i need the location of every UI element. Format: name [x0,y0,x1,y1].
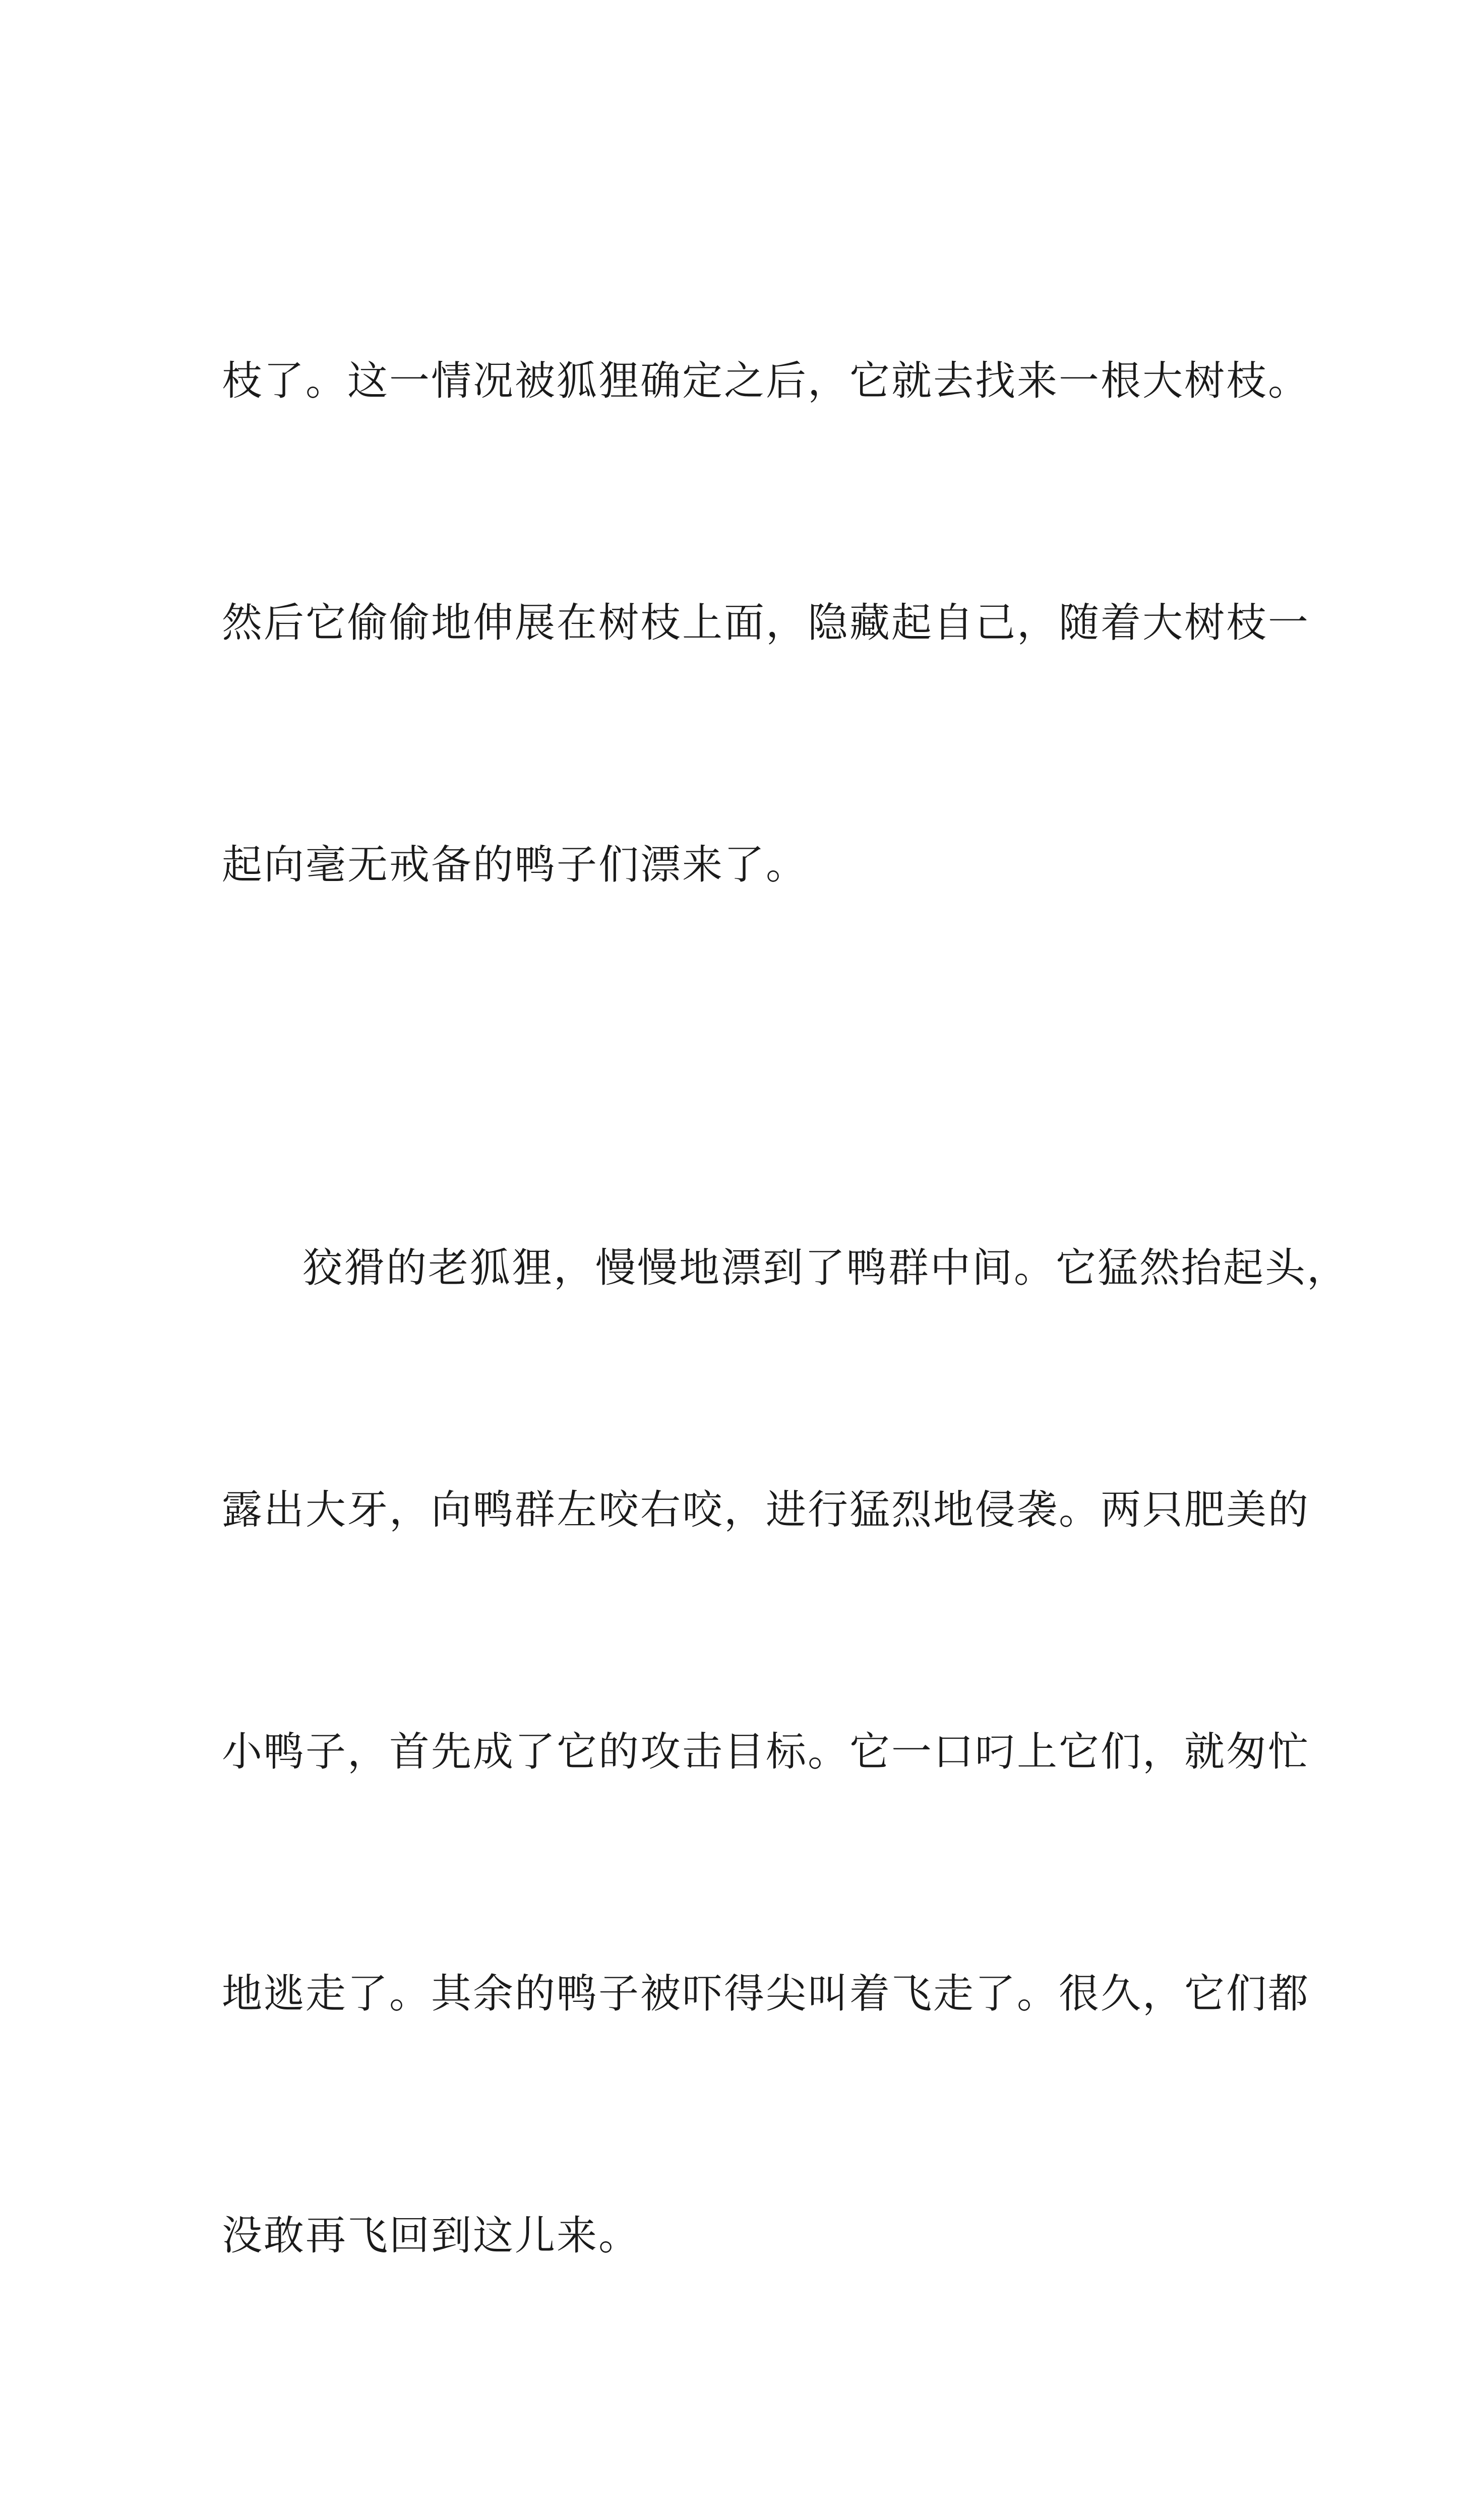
text-line: 露出大牙，向鸭群左咬右咬，进行猛烈地侵袭。两只肥美的 [222,1486,1310,1533]
text-line: 没敢再飞回到这儿来。 [222,2212,640,2259]
text-line: 枝了。这一情况被狐狸确定之后，它就去找来一根大树枝。 [222,357,1310,404]
paragraph [222,2437,1250,2520]
text-line: 然后它偷偷地伸展在树枝上面，隐藏起自己，随着大树枝一 [222,599,1310,646]
document-body [222,179,1349,2520]
paragraph [222,1066,1349,2437]
text-line: 起向毫无戒备的鸭子们漂来了。 [222,841,808,888]
paragraph [222,179,1310,1066]
text-line: 狡猾的老狐狸，慢慢地漂到了鸭群中间。它猛然抬起头， [302,1244,1349,1291]
text-line: 地逃走了。其余的鸭子被吓得尖叫着飞走了。很久，它们都 [222,1970,1310,2017]
text-line: 小鸭子，首先成了它的攻击目标。它一口叼上它们，就匆忙 [222,1728,1310,1775]
